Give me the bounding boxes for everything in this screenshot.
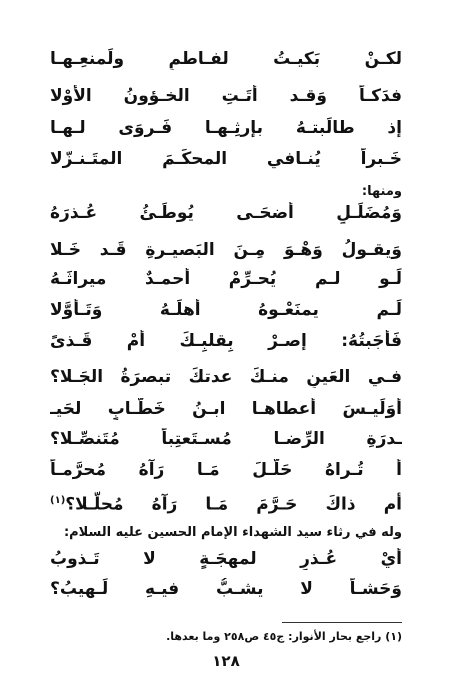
verse-line: فـي العَينِ منـكَ عدتكَ تبصرَةُ الجَـلا؟: [50, 367, 402, 387]
verse-line: ـدرَةِ الرِّضـا مُسـتَعتِباً مُتَنصِّـلا؟: [50, 429, 402, 449]
verse-line: أوَلَيـسَ أعطاهـا ابـنُ خَطّـابٍ لحَيـ: [50, 399, 402, 419]
footnote-divider: [282, 622, 402, 623]
verse-line: أ تُـراهُ حَلّـلَ مَـا رَآهُ مُحرَّمـاً: [50, 460, 402, 480]
verse-line: لَـم يمنَعْـوهُ أهلَـهُ وَتَـأوَّلا: [50, 300, 402, 320]
section-intro: وله في رثاء سيد الشهداء الإمام الحسين عليه السلام:: [63, 525, 402, 540]
verse-line: وَمُضَلِّـلٍ أضحَـى يُوطِّـئُ عُـذرَهُ: [50, 203, 402, 223]
footnote-marker: (١): [50, 495, 66, 506]
verse-line: لَـو لـم يُحـرِّمْ أحمـدٌ ميراثَـهُ: [50, 269, 402, 289]
verse-line: فَأجَبتُهُ: إصـرْ بِقلبِـكَ أمْ قَـذىً: [50, 331, 402, 351]
verse-line: لكـنْ بَكيـتُ لفـاطمِ ولَمنعِـهـا: [50, 49, 402, 69]
verse-line: خَـبراً يُنـافي المحكَـمَ المتَـنـزّلا: [50, 149, 402, 169]
verse-line: أيْ عُـذرٍ لمهجَـةٍ لا تَـذوبُ: [50, 549, 402, 569]
verse-text: أم ذاكَ حَـرَّمَ مَـا رَآهُ مُحلّـلا؟: [65, 494, 402, 515]
verse-line: وَيقـولُ وَهْـوَ مِـنَ البَصيـرةِ قَـد خَـلا: [50, 240, 402, 260]
verse-line: [50, 490, 402, 516]
section-intro: ومنها:: [361, 184, 402, 199]
verse-line: إذ طالَبتـهُ بإرثِـهـا فَـروَى لـهـا: [50, 118, 402, 138]
footnote: (١) راجع بحار الأنوار: ج٤٥ ص٢٥٨ وما بعدها.: [166, 630, 402, 643]
verse-line: فدَكـاً وَقـد أتَـتِ الخـؤونُ الأَوْلا: [50, 86, 402, 106]
page-number: ١٢٨: [212, 652, 240, 670]
verse-line: وَحَشـاً لا يشـبُّ فيـهِ لَـهيبُ؟: [50, 579, 402, 599]
